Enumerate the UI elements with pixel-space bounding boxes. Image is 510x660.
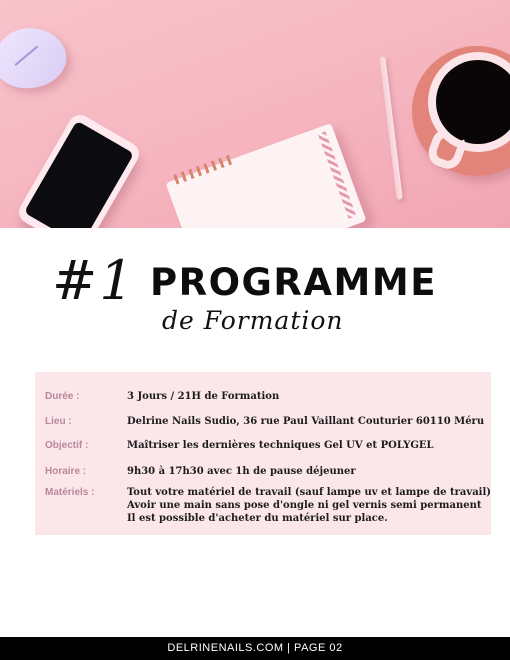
page-footer: DELRINENAILS.COM | PAGE 02: [0, 637, 510, 660]
info-value-line: Il est possible d'acheter du matériel sur place.: [127, 513, 388, 524]
info-value-line: Avoir une main sans pose d'ongle ni gel vernis semi permanent: [127, 500, 482, 511]
info-value: [127, 439, 487, 453]
page-title: PROGRAMME: [150, 261, 437, 304]
info-value: [127, 486, 492, 525]
notebook-image: [166, 123, 367, 228]
info-label: Lieu :: [45, 416, 72, 427]
info-row-lieu: [35, 415, 491, 429]
info-label: Objectif :: [45, 440, 89, 451]
info-row-duree: [35, 390, 491, 404]
info-label: Durée :: [45, 391, 80, 402]
computer-mouse-image: [0, 21, 71, 95]
info-value-line: Delrine Nails Sudio, 36 rue Paul Vaillant Couturier 60110 Méru: [127, 416, 485, 427]
info-value: [127, 415, 487, 429]
page-subtitle: de Formation: [162, 306, 344, 335]
info-label: Horaire :: [45, 466, 87, 477]
pencil-image: [379, 56, 403, 200]
smartphone-image: [15, 111, 144, 228]
info-value: [127, 465, 487, 479]
info-value-line: Maîtriser les dernières techniques Gel UV et POLYGEL: [127, 440, 434, 451]
hero-image: [0, 0, 510, 228]
info-label: Matériels :: [45, 487, 95, 498]
info-panel: [35, 372, 491, 535]
info-value: [127, 390, 487, 404]
info-value-line: Tout votre matériel de travail (sauf lampe uv et lampe de travail): [127, 487, 492, 498]
info-row-objectif: [35, 439, 491, 453]
info-row-horaire: [35, 465, 491, 479]
title-number: #1: [52, 249, 136, 312]
info-value-line: 3 Jours / 21H de Formation: [127, 391, 280, 402]
info-row-materiels: [35, 486, 491, 525]
info-value-line: 9h30 à 17h30 avec 1h de pause déjeuner: [127, 466, 356, 477]
